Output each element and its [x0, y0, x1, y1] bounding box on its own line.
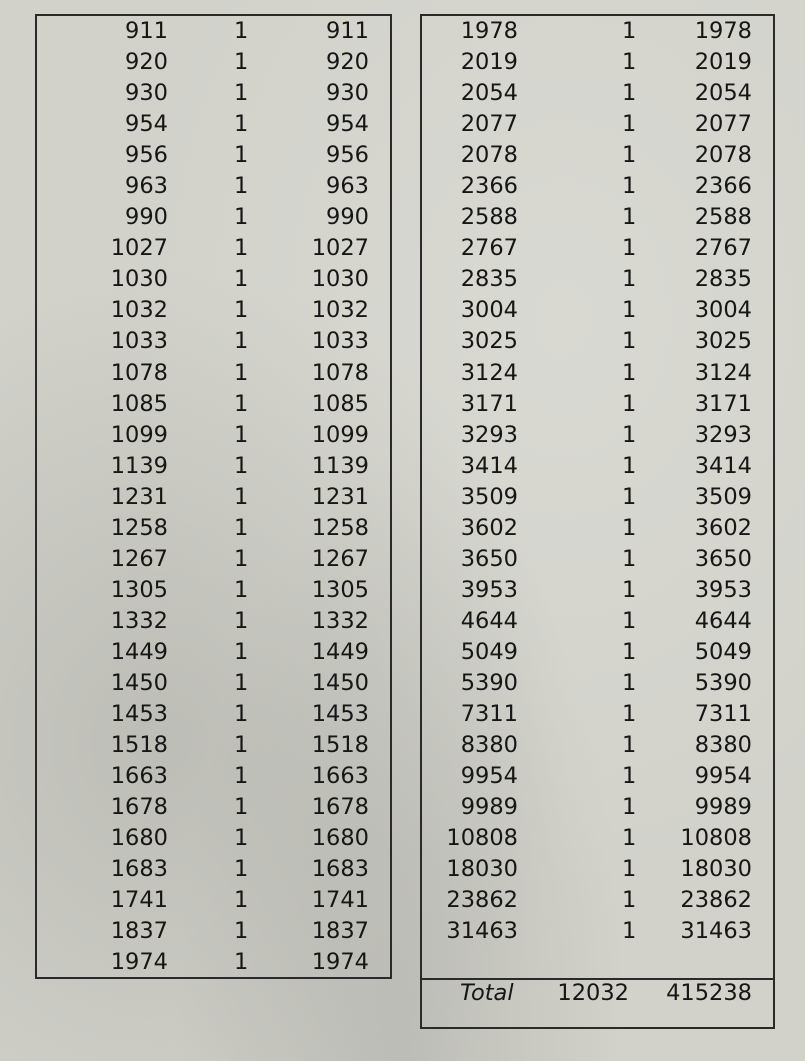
count-cell: 1	[234, 235, 249, 262]
table-row	[37, 637, 390, 668]
table-row	[37, 482, 390, 513]
count-cell: 1	[622, 514, 637, 541]
value-cell: 1030	[110, 266, 168, 293]
count-cell: 1	[234, 732, 249, 759]
value-cell: 1680	[110, 825, 168, 852]
table-row	[37, 544, 390, 575]
count-cell: 1	[622, 204, 637, 231]
table-row	[37, 140, 390, 171]
count-cell: 1	[234, 701, 249, 728]
value-cell: 4644	[460, 607, 518, 634]
value-cell: 3124	[460, 359, 518, 386]
sum-cell: 1078	[311, 359, 369, 386]
value-cell: 1027	[110, 235, 168, 262]
count-cell: 1	[622, 235, 637, 262]
sum-cell: 2588	[694, 204, 752, 231]
value-cell: 956	[125, 142, 168, 169]
count-cell: 1	[622, 763, 637, 790]
sum-cell: 1974	[311, 949, 369, 976]
value-cell: 9989	[460, 794, 518, 821]
sum-cell: 2078	[694, 142, 752, 169]
value-cell: 1974	[110, 949, 168, 976]
total-label: Total	[460, 980, 514, 1006]
table-row	[422, 482, 773, 513]
table-row	[37, 420, 390, 451]
table-row	[422, 264, 773, 295]
total-row	[422, 978, 773, 1009]
value-cell: 5390	[460, 669, 518, 696]
sum-cell: 990	[326, 204, 369, 231]
table-row	[37, 885, 390, 916]
count-cell: 1	[622, 794, 637, 821]
count-cell: 1	[622, 142, 637, 169]
count-cell: 1	[234, 825, 249, 852]
count-cell: 1	[622, 49, 637, 76]
sum-cell: 963	[326, 173, 369, 200]
table-row	[37, 78, 390, 109]
value-cell: 2366	[460, 173, 518, 200]
table-row	[422, 47, 773, 78]
value-cell: 1305	[110, 576, 168, 603]
value-cell: 930	[125, 80, 168, 107]
count-cell: 1	[622, 297, 637, 324]
count-cell: 1	[622, 390, 637, 417]
value-cell: 2077	[460, 111, 518, 138]
count-cell: 1	[622, 18, 637, 44]
value-cell: 2054	[460, 80, 518, 107]
table-row	[37, 326, 390, 357]
count-cell: 1	[234, 173, 249, 200]
right-table	[420, 14, 775, 1029]
count-cell: 1	[234, 607, 249, 634]
count-cell: 1	[622, 421, 637, 448]
sum-cell: 3953	[694, 576, 752, 603]
count-cell: 1	[622, 576, 637, 603]
count-cell: 1	[234, 918, 249, 945]
count-cell: 1	[234, 297, 249, 324]
table-row	[37, 761, 390, 792]
count-cell: 1	[234, 266, 249, 293]
value-cell: 2835	[460, 266, 518, 293]
table-row	[37, 947, 390, 978]
table-row	[37, 109, 390, 140]
value-cell: 1453	[110, 701, 168, 728]
table-row	[422, 699, 773, 730]
table-row	[37, 792, 390, 823]
value-cell: 3293	[460, 421, 518, 448]
value-cell: 5049	[460, 638, 518, 665]
sum-cell: 7311	[694, 701, 752, 728]
sum-cell: 4644	[694, 607, 752, 634]
count-cell: 1	[622, 452, 637, 479]
sum-cell: 5390	[694, 669, 752, 696]
count-cell: 1	[622, 669, 637, 696]
value-cell: 18030	[446, 856, 518, 883]
table-row	[422, 637, 773, 668]
sum-cell: 1450	[311, 669, 369, 696]
sum-cell: 1453	[311, 701, 369, 728]
count-cell: 1	[234, 483, 249, 510]
count-cell: 1	[234, 794, 249, 821]
sum-cell: 3124	[694, 359, 752, 386]
sum-cell: 8380	[694, 732, 752, 759]
sum-cell: 10808	[680, 825, 752, 852]
value-cell: 1450	[110, 669, 168, 696]
table-row	[37, 233, 390, 264]
sum-cell: 3602	[694, 514, 752, 541]
count-cell: 1	[234, 514, 249, 541]
count-cell: 1	[622, 607, 637, 634]
sum-cell: 1978	[694, 18, 752, 44]
value-cell: 1663	[110, 763, 168, 790]
count-cell: 1	[622, 483, 637, 510]
value-cell: 7311	[460, 701, 518, 728]
sum-cell: 9989	[694, 794, 752, 821]
count-cell: 1	[234, 856, 249, 883]
table-row	[422, 389, 773, 420]
count-cell: 1	[234, 49, 249, 76]
total-count: 12032	[557, 980, 629, 1006]
count-cell: 1	[234, 80, 249, 107]
sum-cell: 1099	[311, 421, 369, 448]
table-row	[37, 854, 390, 885]
value-cell: 3602	[460, 514, 518, 541]
table-row	[422, 171, 773, 202]
sum-cell: 2077	[694, 111, 752, 138]
value-cell: 3025	[460, 328, 518, 355]
table-row	[422, 916, 773, 947]
table-row	[37, 202, 390, 233]
sum-cell: 2835	[694, 266, 752, 293]
total-sum: 415238	[666, 980, 752, 1006]
value-cell: 1267	[110, 545, 168, 572]
sum-cell: 1139	[311, 452, 369, 479]
count-cell: 1	[234, 18, 249, 44]
count-cell: 1	[622, 887, 637, 914]
sum-cell: 3004	[694, 297, 752, 324]
value-cell: 954	[125, 111, 168, 138]
table-row	[37, 451, 390, 482]
table-row	[37, 295, 390, 326]
sum-cell: 930	[326, 80, 369, 107]
right-table-rows	[422, 16, 773, 947]
table-row	[422, 606, 773, 637]
count-cell: 1	[622, 545, 637, 572]
sum-cell: 1837	[311, 918, 369, 945]
value-cell: 3953	[460, 576, 518, 603]
sum-cell: 1741	[311, 887, 369, 914]
value-cell: 1139	[110, 452, 168, 479]
count-cell: 1	[234, 142, 249, 169]
table-row	[422, 513, 773, 544]
value-cell: 23862	[446, 887, 518, 914]
table-row	[37, 823, 390, 854]
table-row	[37, 916, 390, 947]
count-cell: 1	[234, 887, 249, 914]
value-cell: 1449	[110, 638, 168, 665]
sum-cell: 956	[326, 142, 369, 169]
table-row	[422, 761, 773, 792]
count-cell: 1	[622, 173, 637, 200]
table-row	[37, 699, 390, 730]
count-cell: 1	[622, 856, 637, 883]
count-cell: 1	[234, 328, 249, 355]
sum-cell: 3025	[694, 328, 752, 355]
value-cell: 3171	[460, 390, 518, 417]
value-cell: 31463	[446, 918, 518, 945]
sum-cell: 1683	[311, 856, 369, 883]
table-row	[422, 885, 773, 916]
table-row	[422, 78, 773, 109]
value-cell: 963	[125, 173, 168, 200]
sum-cell: 1305	[311, 576, 369, 603]
sum-cell: 1267	[311, 545, 369, 572]
value-cell: 920	[125, 49, 168, 76]
left-table-rows	[37, 16, 390, 978]
table-row	[37, 668, 390, 699]
value-cell: 3650	[460, 545, 518, 572]
value-cell: 1683	[110, 856, 168, 883]
table-row	[422, 854, 773, 885]
sum-cell: 1449	[311, 638, 369, 665]
count-cell: 1	[234, 359, 249, 386]
table-row	[37, 389, 390, 420]
value-cell: 10808	[446, 825, 518, 852]
count-cell: 1	[234, 545, 249, 572]
sum-cell: 5049	[694, 638, 752, 665]
sum-cell: 1678	[311, 794, 369, 821]
sum-cell: 1332	[311, 607, 369, 634]
table-row	[422, 326, 773, 357]
sum-cell: 31463	[680, 918, 752, 945]
value-cell: 3004	[460, 297, 518, 324]
sum-cell: 3414	[694, 452, 752, 479]
value-cell: 9954	[460, 763, 518, 790]
count-cell: 1	[622, 111, 637, 138]
count-cell: 1	[622, 825, 637, 852]
table-row	[37, 171, 390, 202]
sum-cell: 23862	[680, 887, 752, 914]
sum-cell: 1033	[311, 328, 369, 355]
sum-cell: 2054	[694, 80, 752, 107]
count-cell: 1	[234, 638, 249, 665]
sum-cell: 1032	[311, 297, 369, 324]
count-cell: 1	[622, 359, 637, 386]
table-row	[422, 792, 773, 823]
value-cell: 1741	[110, 887, 168, 914]
value-cell: 1032	[110, 297, 168, 324]
value-cell: 8380	[460, 732, 518, 759]
count-cell: 1	[622, 918, 637, 945]
table-row	[422, 575, 773, 606]
sum-cell: 2019	[694, 49, 752, 76]
table-row	[37, 264, 390, 295]
count-cell: 1	[622, 266, 637, 293]
value-cell: 2078	[460, 142, 518, 169]
count-cell: 1	[622, 701, 637, 728]
value-cell: 990	[125, 204, 168, 231]
value-cell: 1518	[110, 732, 168, 759]
sum-cell: 1085	[311, 390, 369, 417]
count-cell: 1	[622, 328, 637, 355]
table-row	[422, 544, 773, 575]
value-cell: 1085	[110, 390, 168, 417]
table-row	[422, 668, 773, 699]
count-cell: 1	[234, 949, 249, 976]
table-row	[37, 358, 390, 389]
value-cell: 2588	[460, 204, 518, 231]
count-cell: 1	[622, 638, 637, 665]
sum-cell: 3650	[694, 545, 752, 572]
table-row	[422, 295, 773, 326]
sum-cell: 3293	[694, 421, 752, 448]
sum-cell: 1258	[311, 514, 369, 541]
sum-cell: 9954	[694, 763, 752, 790]
value-cell: 1078	[110, 359, 168, 386]
value-cell: 2019	[460, 49, 518, 76]
table-row	[422, 233, 773, 264]
sum-cell: 3509	[694, 483, 752, 510]
value-cell: 1978	[460, 18, 518, 44]
value-cell: 2767	[460, 235, 518, 262]
value-cell: 1678	[110, 794, 168, 821]
count-cell: 1	[234, 763, 249, 790]
count-cell: 1	[622, 80, 637, 107]
value-cell: 1033	[110, 328, 168, 355]
left-table	[35, 14, 392, 979]
value-cell: 911	[125, 18, 168, 44]
sum-cell: 1231	[311, 483, 369, 510]
sum-cell: 18030	[680, 856, 752, 883]
table-row	[422, 140, 773, 171]
table-row	[422, 451, 773, 482]
value-cell: 3509	[460, 483, 518, 510]
value-cell: 1837	[110, 918, 168, 945]
count-cell: 1	[234, 669, 249, 696]
value-cell: 1258	[110, 514, 168, 541]
count-cell: 1	[234, 204, 249, 231]
count-cell: 1	[622, 732, 637, 759]
table-row	[37, 575, 390, 606]
count-cell: 1	[234, 452, 249, 479]
table-row	[422, 823, 773, 854]
sum-cell: 2366	[694, 173, 752, 200]
table-row	[37, 47, 390, 78]
sum-cell: 2767	[694, 235, 752, 262]
value-cell: 3414	[460, 452, 518, 479]
count-cell: 1	[234, 576, 249, 603]
table-row	[422, 109, 773, 140]
sum-cell: 920	[326, 49, 369, 76]
value-cell: 1332	[110, 607, 168, 634]
sum-cell: 1030	[311, 266, 369, 293]
sum-cell: 1663	[311, 763, 369, 790]
sum-cell: 1518	[311, 732, 369, 759]
value-cell: 1231	[110, 483, 168, 510]
value-cell: 1099	[110, 421, 168, 448]
count-cell: 1	[234, 421, 249, 448]
sum-cell: 911	[326, 18, 369, 44]
table-row	[422, 358, 773, 389]
table-row	[422, 420, 773, 451]
table-row	[422, 730, 773, 761]
table-row	[37, 16, 390, 47]
table-row	[37, 730, 390, 761]
sum-cell: 1027	[311, 235, 369, 262]
table-row	[422, 16, 773, 47]
sum-cell: 954	[326, 111, 369, 138]
count-cell: 1	[234, 390, 249, 417]
sum-cell: 1680	[311, 825, 369, 852]
table-row	[37, 513, 390, 544]
count-cell: 1	[234, 111, 249, 138]
table-row	[422, 202, 773, 233]
table-row	[37, 606, 390, 637]
sum-cell: 3171	[694, 390, 752, 417]
